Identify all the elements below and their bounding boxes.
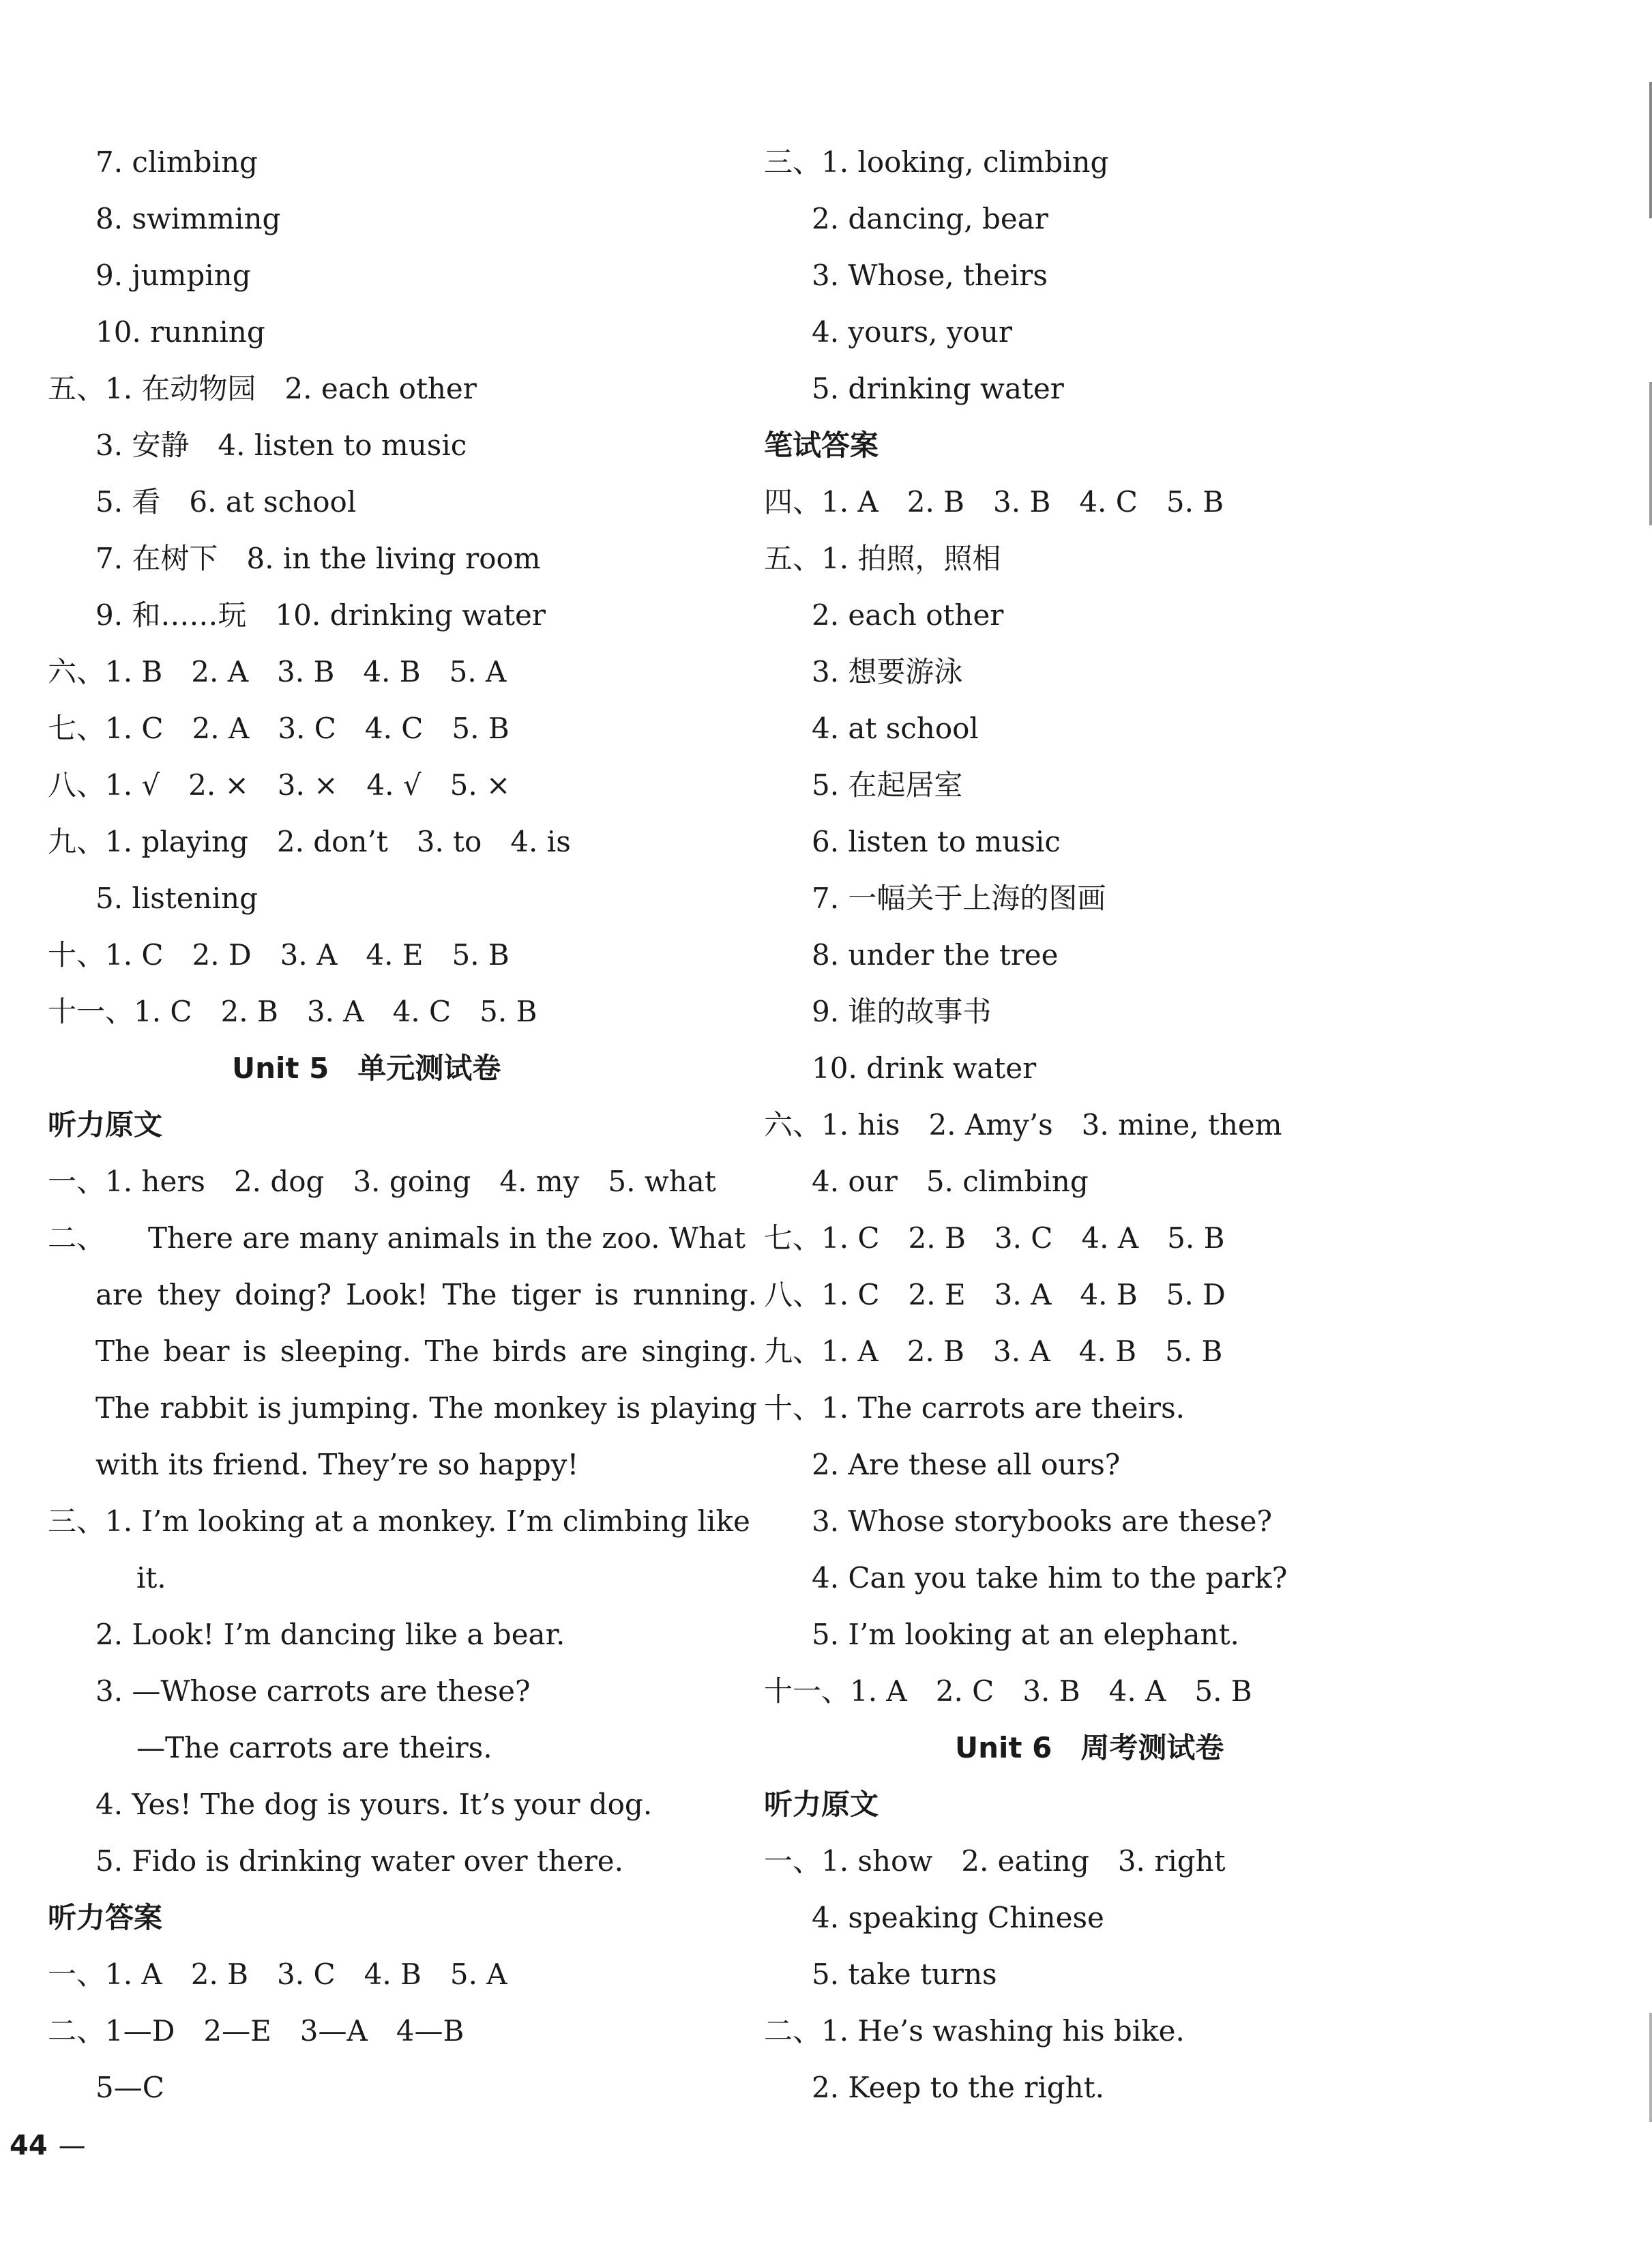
answer-line: 10. running bbox=[95, 315, 265, 349]
answer-line: 3. —Whose carrots are these? bbox=[95, 1674, 531, 1708]
passage-line: The bear is sleeping. The birds are singing. bbox=[95, 1335, 757, 1368]
answer-line: 一、1. hers 2. dog 3. going 4. my 5. what bbox=[48, 1165, 716, 1198]
answer-line: 5. I’m looking at an elephant. bbox=[812, 1618, 1239, 1651]
answer-line: 四、1. A 2. B 3. B 4. C 5. B bbox=[764, 485, 1224, 519]
answer-line: 三、1. looking, climbing bbox=[764, 145, 1109, 179]
page-number-value: 44 bbox=[10, 2130, 48, 2161]
answer-line: 八、1. √ 2. × 3. × 4. √ 5. × bbox=[48, 768, 511, 802]
answer-line: 七、1. C 2. A 3. C 4. C 5. B bbox=[48, 712, 510, 745]
answer-line: 7. climbing bbox=[95, 145, 258, 179]
answer-line: 2. Look! I’m dancing like a bear. bbox=[95, 1618, 565, 1651]
page-number-dash: — bbox=[58, 2130, 86, 2161]
answer-line: 十、1. The carrots are theirs. bbox=[764, 1391, 1185, 1425]
answer-line: 十一、1. A 2. C 3. B 4. A 5. B bbox=[764, 1674, 1252, 1708]
answer-line: 五、1. 在动物园 2. each other bbox=[48, 372, 477, 405]
answer-line: 八、1. C 2. E 3. A 4. B 5. D bbox=[764, 1278, 1226, 1311]
passage-line: with its friend. They’re so happy! bbox=[95, 1448, 579, 1481]
answer-line: 5. drinking water bbox=[812, 372, 1064, 405]
listening-text-heading: 听力原文 bbox=[764, 1788, 879, 1821]
answer-line: 2. Are these all ours? bbox=[812, 1448, 1121, 1481]
listening-answers-heading: 听力答案 bbox=[48, 1901, 163, 1934]
answer-line: 5. take turns bbox=[812, 1957, 997, 1991]
answer-line: 2. dancing, bear bbox=[812, 202, 1048, 235]
answer-line: 2. Keep to the right. bbox=[812, 2071, 1104, 2104]
answer-line: 三、1. I’m looking at a monkey. I’m climbing like bbox=[48, 1504, 750, 1538]
answer-line: 5. listening bbox=[95, 882, 258, 915]
answer-line: 二、 There are many animals in the zoo. What bbox=[48, 1221, 746, 1255]
answer-line: —The carrots are theirs. bbox=[136, 1731, 492, 1764]
answer-line: 六、1. B 2. A 3. B 4. B 5. A bbox=[48, 655, 507, 688]
answer-line: 3. 想要游泳 bbox=[812, 655, 963, 688]
answer-line: 5. 在起居室 bbox=[812, 768, 963, 802]
answer-line: 十一、1. C 2. B 3. A 4. C 5. B bbox=[48, 995, 537, 1028]
written-answers-heading: 笔试答案 bbox=[764, 428, 879, 462]
answer-line: 4. at school bbox=[812, 712, 979, 745]
answer-line: 5. 看 6. at school bbox=[95, 485, 357, 519]
answer-line: 十、1. C 2. D 3. A 4. E 5. B bbox=[48, 938, 510, 972]
answer-line: 二、1—D 2—E 3—A 4—B bbox=[48, 2014, 464, 2048]
answer-line: 4. speaking Chinese bbox=[812, 1901, 1104, 1934]
answer-line: 九、1. A 2. B 3. A 4. B 5. B bbox=[764, 1335, 1223, 1368]
answer-line: 4. Yes! The dog is yours. It’s your dog. bbox=[95, 1788, 653, 1821]
answer-line: 五、1. 拍照，照相 bbox=[764, 542, 1001, 575]
answer-line: 七、1. C 2. B 3. C 4. A 5. B bbox=[764, 1221, 1225, 1255]
answer-line: 4. Can you take him to the park? bbox=[812, 1561, 1288, 1595]
scan-edge-mark bbox=[1649, 382, 1652, 525]
answer-line: 一、1. show 2. eating 3. right bbox=[764, 1844, 1226, 1878]
answer-line: 8. under the tree bbox=[812, 938, 1059, 972]
answer-line: 3. Whose storybooks are these? bbox=[812, 1504, 1273, 1538]
answer-line: 10. drink water bbox=[812, 1051, 1037, 1085]
scan-edge-mark bbox=[1649, 82, 1652, 218]
passage-line: are they doing? Look! The tiger is running. bbox=[95, 1278, 757, 1311]
answer-line: 六、1. his 2. Amy’s 3. mine, them bbox=[764, 1108, 1282, 1141]
answer-line: 5. Fido is drinking water over there. bbox=[95, 1844, 623, 1878]
answer-line: 一、1. A 2. B 3. C 4. B 5. A bbox=[48, 1957, 507, 1991]
answer-line: 3. Whose, theirs bbox=[812, 259, 1048, 292]
answer-line: 九、1. playing 2. don’t 3. to 4. is bbox=[48, 825, 571, 858]
answer-line: 3. 安静 4. listen to music bbox=[95, 428, 467, 462]
answer-line: 2. each other bbox=[812, 598, 1004, 632]
unit5-title: Unit 5 单元测试卷 bbox=[232, 1051, 501, 1085]
answer-line: 9. jumping bbox=[95, 259, 251, 292]
answer-line: 4. our 5. climbing bbox=[812, 1165, 1089, 1198]
answer-line: 9. 和……玩 10. drinking water bbox=[95, 598, 546, 632]
answer-line: 6. listen to music bbox=[812, 825, 1061, 858]
listening-text-heading: 听力原文 bbox=[48, 1108, 163, 1141]
answer-line: 7. 在树下 8. in the living room bbox=[95, 542, 541, 575]
answer-line: 5—C bbox=[95, 2071, 164, 2104]
answer-line: 7. 一幅关于上海的图画 bbox=[812, 882, 1106, 915]
page-number bbox=[10, 2125, 86, 2166]
answer-line: it. bbox=[136, 1561, 166, 1595]
unit6-title: Unit 6 周考测试卷 bbox=[955, 1731, 1224, 1764]
answer-line: 8. swimming bbox=[95, 202, 281, 235]
passage-line: The rabbit is jumping. The monkey is playing bbox=[95, 1391, 757, 1425]
answer-line: 9. 谁的故事书 bbox=[812, 995, 992, 1028]
answer-line: 4. yours, your bbox=[812, 315, 1012, 349]
scan-edge-mark bbox=[1649, 2013, 1652, 2122]
answer-line: 二、1. He’s washing his bike. bbox=[764, 2014, 1185, 2048]
